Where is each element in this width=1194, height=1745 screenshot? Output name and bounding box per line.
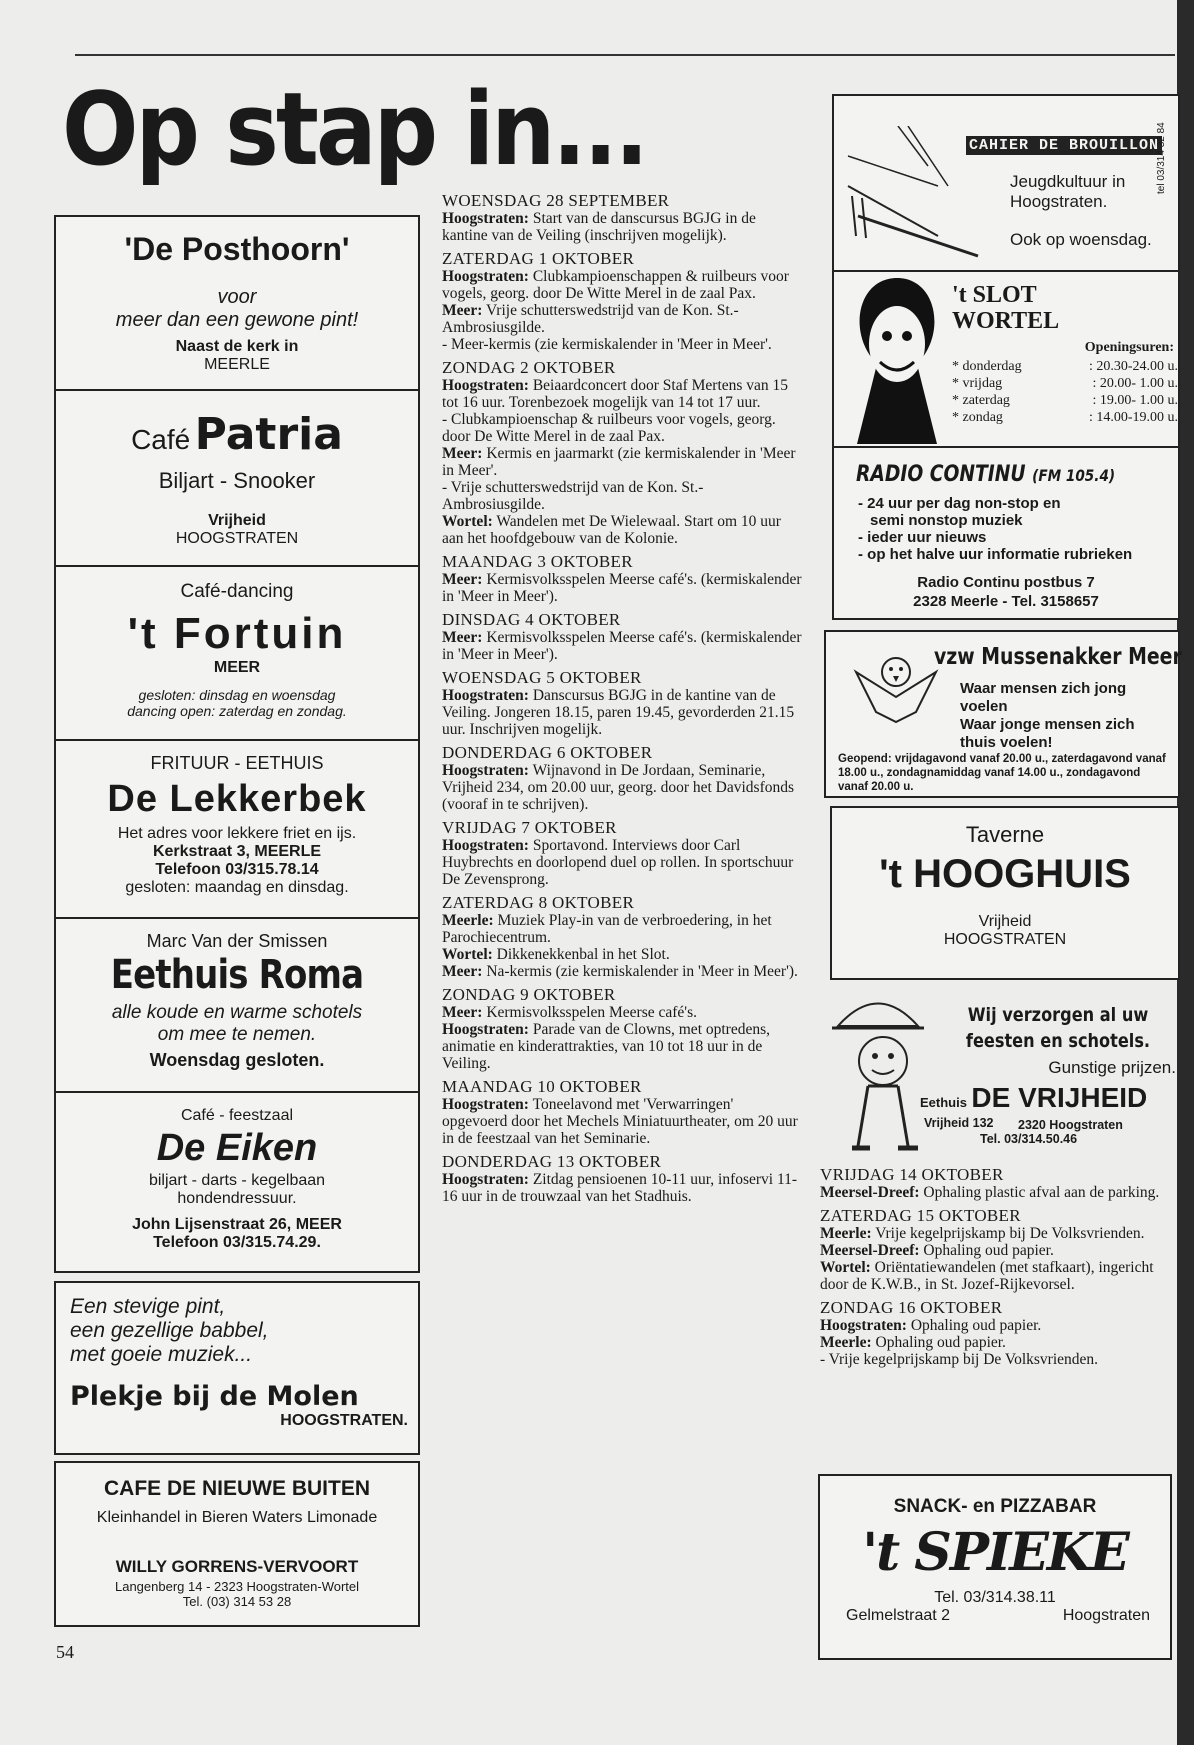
event-item: [820, 1184, 1176, 1201]
events-column-middle: [442, 186, 802, 1205]
event-item: [442, 946, 802, 963]
event-item: [442, 445, 802, 479]
event-item: [442, 513, 802, 547]
event-text: - Meer-kermis (zie kermiskalender in 'Meer in Meer'.: [442, 336, 772, 353]
slot-hours: : 14.00-19.00 u.: [1088, 410, 1178, 425]
event-item: [442, 302, 802, 336]
event-place: Meerle:: [820, 1225, 872, 1242]
ad-lekkerbek-pre: FRITUUR - EETHUIS: [150, 753, 324, 773]
ad-patria-line1: Biljart - Snooker: [158, 468, 316, 493]
ad-roma-name: Eethuis Roma: [110, 952, 364, 998]
ad-eiken-name: De Eiken: [156, 1127, 318, 1169]
event-item: [442, 762, 802, 813]
event-text: Oriëntatiewandelen (met stafkaart), ingericht door de K.W.B., in St. Jozef-Rijkevorsel.: [820, 1259, 1154, 1293]
ad-nieuwe-buiten: [54, 1461, 420, 1627]
brouillon-line3: Ook op woensdag.: [1010, 230, 1152, 249]
event-item: [442, 1171, 802, 1205]
event-day-heading: WOENSDAG 5 OKTOBER: [442, 668, 642, 687]
vrijheid-slogan: [940, 1002, 1176, 1054]
vrijheid-l2: feesten en schotels.: [965, 1030, 1151, 1052]
slot-day: * donderdag: [952, 359, 1022, 374]
ad-molen-line2: een gezellige babbel,: [70, 1319, 269, 1342]
radio-l4: - op het halve uur informatie rubrieken: [858, 546, 1133, 563]
event-place: Hoogstraten:: [442, 1171, 529, 1188]
ad-eiken-line4: Telefoon 03/315.74.29.: [153, 1234, 321, 1251]
event-text: Ophaling plastic afval aan de parking.: [923, 1184, 1160, 1201]
hooghuis-l2: HOOGSTRATEN: [943, 931, 1067, 948]
vrijheid-name-line: [920, 1082, 1147, 1114]
slot-day: * zondag: [952, 410, 1003, 425]
event-place: Wortel:: [820, 1259, 871, 1276]
event-day-heading: ZATERDAG 1 OKTOBER: [442, 249, 635, 268]
event-place: Meer:: [442, 963, 483, 980]
event-place: Hoogstraten:: [820, 1317, 907, 1334]
ad-posthoorn-line2: meer dan een gewone pint!: [115, 309, 359, 331]
slot-hours-table: [952, 358, 1178, 426]
event-place: Meer:: [442, 571, 483, 588]
event-item: [442, 268, 802, 302]
vrijheid-l3: Gunstige prijzen.: [1048, 1058, 1176, 1077]
ad-fortuin-name: 't Fortuin: [127, 609, 347, 658]
ad-eiken: [54, 1093, 420, 1273]
ad-buiten-line2: WILLY GORRENS-VERVOORT: [115, 1557, 359, 1576]
event-day-heading: ZONDAG 2 OKTOBER: [442, 358, 616, 377]
event-place: Meer:: [442, 1004, 483, 1021]
ad-posthoorn-line4: MEERLE: [204, 356, 270, 373]
event-text: - Clubkampioenschap & ruilbeurs voor vogels, georg. door De Witte Merel in de zaal Pax.: [442, 411, 776, 445]
radio-l1: - 24 uur per dag non-stop en: [858, 495, 1061, 512]
mussen-name: vzw Mussenakker Meer: [934, 644, 1182, 670]
chef-with-cloche-illustration: [828, 986, 948, 1156]
page-headline: Op stap in...: [62, 71, 646, 189]
events-column-right: [820, 1160, 1176, 1368]
event-item: [442, 479, 802, 513]
ad-t-slot: [832, 272, 1180, 448]
ad-roma: [54, 919, 420, 1093]
event-place: Hoogstraten:: [442, 762, 529, 779]
ad-eiken-pre: Café - feestzaal: [180, 1107, 294, 1124]
ad-posthoorn-line3: Naast de kerk in: [175, 338, 299, 355]
radio-l3: - ieder uur nieuws: [858, 529, 987, 546]
slot-name1: 't SLOT: [952, 282, 1037, 308]
ad-molen-line4: HOOGSTRATEN.: [280, 1412, 408, 1429]
mussen-l5: Geopend: vrijdagavond vanaf 20.00 u., zaterdagavond vanaf 18.00 u., zondagnamiddag vanaf 14.00 u., zondagavond vanaf 20.00 u.: [838, 753, 1166, 793]
event-place: Hoogstraten:: [442, 687, 529, 704]
radio-title: [856, 462, 1130, 487]
event-place: Hoogstraten:: [442, 210, 529, 227]
ad-hooghuis: [830, 806, 1180, 980]
radio-l2: semi nonstop muziek: [870, 512, 1023, 529]
event-day-heading: ZONDAG 16 OKTOBER: [820, 1298, 1003, 1317]
event-text: Ophaling oud papier.: [923, 1242, 1054, 1259]
event-place: Meerle:: [820, 1334, 872, 1351]
slot-day: * vrijdag: [952, 376, 1003, 391]
mussen-l1: Waar mensen zich jong: [960, 680, 1127, 697]
event-text: Wijnavond in De Jordaan, Seminarie, Vrijheid 234, om 20.00 uur, georg. door het Davidsfonds (vooraf in te schrijven).: [442, 762, 795, 813]
slot-hours: : 20.00- 1.00 u.: [1092, 376, 1178, 391]
slot-hours: : 19.00- 1.00 u.: [1092, 393, 1178, 408]
ad-eiken-line2: hondendressuur.: [177, 1190, 297, 1207]
ad-fortuin-line1: MEER: [213, 659, 261, 676]
ad-lekkerbek-line3: Telefoon 03/315.78.14: [155, 861, 319, 878]
event-text: Beiaardconcert door Staf Mertens van 15 tot 16 uur. Torenbezoek mogelijk van 14 tot 17 uur.: [442, 377, 789, 411]
event-item: [820, 1334, 1176, 1351]
event-text: Ophaling oud papier.: [910, 1317, 1042, 1334]
vrijheid-name: DE VRIJHEID: [971, 1082, 1148, 1113]
event-place: Hoogstraten:: [442, 268, 529, 285]
slot-hours-row: [952, 358, 1178, 375]
ad-radio-continu: [832, 448, 1180, 620]
ad-lekkerbek-line2: Kerkstraat 3, MEERLE: [152, 843, 322, 860]
event-place: Hoogstraten:: [442, 1096, 529, 1113]
event-text: Dikkenekkenbal in het Slot.: [496, 946, 670, 963]
mussen-l3: Waar jonge mensen zich: [960, 716, 1135, 733]
ad-t-spieke: [818, 1474, 1172, 1660]
radio-name: RADIO CONTINU: [856, 462, 1026, 487]
hooghuis-name: 't HOOGHUIS: [879, 852, 1131, 896]
vrijheid-l6: Tel. 03/314.50.46: [980, 1132, 1078, 1146]
radio-l5: Radio Continu postbus 7: [917, 574, 1095, 591]
event-text: Vrije kegelprijskamp bij De Volksvrienden.: [875, 1225, 1145, 1242]
slot-hours-row: [952, 409, 1178, 426]
radio-address: [834, 573, 1178, 611]
brouillon-side-text: tel 03/314 32 84: [1156, 122, 1167, 194]
top-rule: [75, 54, 1175, 56]
page-number: 54: [56, 1642, 74, 1662]
vrijheid-l5: 2320 Hoogstraten: [1018, 1118, 1123, 1132]
event-text: Kermisvolksspelen Meerse café's. (kermiskalender in 'Meer in Meer').: [442, 629, 802, 663]
event-place: Meersel-Dreef:: [820, 1242, 920, 1259]
event-item: [820, 1242, 1176, 1259]
ad-patria-line3: HOOGSTRATEN: [175, 530, 299, 547]
event-item: [442, 1004, 802, 1021]
spieke-addr: Gelmelstraat 2: [846, 1607, 951, 1624]
ad-fortuin-line3: dancing open: zaterdag en zondag.: [127, 703, 347, 719]
spieke-tel: Tel. 03/314.38.11: [934, 1589, 1056, 1606]
event-text: Wandelen met De Wielewaal. Start om 10 uur aan het hoofdgebouw van de Kolonie.: [442, 513, 781, 547]
event-item: [820, 1259, 1176, 1293]
slot-hours: : 20.30-24.00 u.: [1088, 359, 1178, 374]
event-text: Zitdag pensioenen 10-11 uur, infoservi 11-16 uur in de trouwzaal van het Stadhuis.: [442, 1171, 798, 1205]
event-day-heading: MAANDAG 3 OKTOBER: [442, 552, 633, 571]
event-text: Parade van de Clowns, met optredens, animatie en kinderattrakties, van 10 tot 18 uur in de Veiling.: [442, 1021, 771, 1072]
event-day-heading: ZATERDAG 8 OKTOBER: [442, 893, 635, 912]
brouillon-title: CAHIER DE BROUILLON: [966, 136, 1162, 155]
hooghuis-l1: Vrijheid: [978, 913, 1032, 930]
event-item: [442, 837, 802, 888]
ad-patria: [54, 391, 420, 567]
event-item: [442, 963, 802, 980]
event-day-heading: VRIJDAG 7 OKTOBER: [442, 818, 617, 837]
event-text: Vrije schutterswedstrijd van de Kon. St.-Ambrosiusgilde.: [442, 302, 739, 336]
event-text: Kermisvolksspelen Meerse café's. (kermiskalender in 'Meer in Meer').: [442, 571, 802, 605]
mussen-lines: [960, 680, 1135, 752]
ad-cahier-de-brouillon: [832, 94, 1180, 272]
ad-fortuin-line2: gesloten: dinsdag en woensdag: [138, 687, 336, 703]
event-text: Sportavond. Interviews door Carl Huybrechts en doorlopend duel op rollen. In sportschuur De Zevensprong.: [442, 837, 794, 888]
event-item: [442, 411, 802, 445]
event-text: Na-kermis (zie kermiskalender in 'Meer in Meer').: [486, 963, 798, 980]
slot-hours-row: [952, 392, 1178, 409]
ad-posthoorn-line1: voor: [217, 286, 257, 308]
ad-de-vrijheid: [824, 986, 1180, 1160]
hooghuis-pre: Taverne: [965, 822, 1045, 847]
brouillon-line2: Hoogstraten.: [1010, 192, 1108, 211]
ad-roma-line1: alle koude en warme schotels: [111, 1002, 363, 1023]
event-place: Hoogstraten:: [442, 1021, 529, 1038]
event-text: Toneelavond met 'Verwarringen' opgevoerd door het Mechels Miniatuurtheater, om 20 uur in de feestzaal van het Seminarie.: [442, 1096, 798, 1147]
event-item: [442, 336, 802, 353]
event-item: [442, 1021, 802, 1072]
vrijheid-l4: Vrijheid 132: [924, 1116, 994, 1130]
event-place: Wortel:: [442, 946, 493, 963]
mussen-l2: voelen: [960, 698, 1008, 715]
event-item: [442, 687, 802, 738]
slot-day: * zaterdag: [952, 393, 1010, 408]
ad-fortuin-pre: Café-dancing: [180, 581, 294, 602]
event-place: Wortel:: [442, 513, 493, 530]
event-place: Meer:: [442, 302, 483, 319]
ad-patria-title: [56, 409, 418, 460]
event-text: - Vrije kegelprijskamp bij De Volksvrienden.: [820, 1351, 1099, 1368]
event-item: [442, 571, 802, 605]
event-text: Muziek Play-in van de verbroedering, in het Parochiecentrum.: [442, 912, 772, 946]
spieke-title: SNACK- en PIZZABAR: [893, 1496, 1097, 1517]
left-ads-column: [54, 215, 420, 1627]
ad-buiten-line1: Kleinhandel in Bieren Waters Limonade: [96, 1509, 378, 1526]
event-day-heading: ZONDAG 9 OKTOBER: [442, 985, 616, 1004]
brouillon-line1: Jeugdkultuur in: [1010, 172, 1126, 191]
event-place: Hoogstraten:: [442, 377, 529, 394]
event-text: - Vrije schutterswedstrijd van de Kon. St.-Ambrosiusgilde.: [442, 479, 704, 513]
ad-lekkerbek-line1: Het adres voor lekkere friet en ijs.: [117, 825, 357, 842]
event-item: [820, 1225, 1176, 1242]
ad-posthoorn-name: 'De Posthoorn': [124, 231, 350, 267]
ad-roma-line3: Woensdag gesloten.: [149, 1050, 325, 1070]
mussen-l4: thuis voelen!: [960, 734, 1053, 751]
ad-patria-name: Patria: [194, 409, 343, 460]
event-item: [820, 1351, 1176, 1368]
vrijheid-l1: Wij verzorgen al uw: [967, 1004, 1149, 1026]
radio-lines: [858, 495, 1178, 563]
spieke-logo: 't SPIEKE: [862, 1522, 1128, 1583]
event-day-heading: DONDERDAG 13 OKTOBER: [442, 1152, 662, 1171]
event-item: [442, 1096, 802, 1147]
ad-molen-line1: Een stevige pint,: [70, 1295, 226, 1318]
event-place: Meersel-Dreef:: [820, 1184, 920, 1201]
event-place: Hoogstraten:: [442, 837, 529, 854]
event-item: [442, 210, 802, 244]
ad-lekkerbek-name: De Lekkerbek: [107, 778, 367, 820]
event-text: Start van de danscursus BGJG in de kantine van de Veiling (inschrijven mogelijk).: [442, 210, 756, 244]
ad-roma-line2: om mee te nemen.: [157, 1024, 317, 1045]
ad-eiken-line1: biljart - darts - kegelbaan: [148, 1172, 326, 1189]
radio-freq: (FM 105.4): [1032, 466, 1116, 485]
event-day-heading: ZATERDAG 15 OKTOBER: [820, 1206, 1021, 1225]
ad-lekkerbek-line4: gesloten: maandag en dinsdag.: [125, 879, 349, 896]
event-place: Meer:: [442, 629, 483, 646]
event-text: Clubkampioenschappen & ruilbeurs voor vogels, georg. door De Witte Merel in de zaal Pax.: [442, 268, 789, 302]
ad-patria-line2: Vrijheid: [208, 512, 266, 529]
slot-name2: WORTEL: [952, 308, 1060, 334]
ad-eiken-line3: John Lijsenstraat 26, MEER: [132, 1216, 342, 1233]
event-day-heading: WOENSDAG 28 SEPTEMBER: [442, 191, 670, 210]
ad-fortuin: [54, 567, 420, 741]
event-text: Ophaling oud papier.: [875, 1334, 1006, 1351]
event-day-heading: VRIJDAG 14 OKTOBER: [820, 1165, 1004, 1184]
ad-buiten-line4: Tel. (03) 314 53 28: [182, 1594, 292, 1609]
event-text: Danscursus BGJG in de kantine van de Veiling. Jongeren 18.15, paren 19.45, gevorderden 21.15 uur. Inschrijven mogelijk.: [442, 687, 795, 738]
event-day-heading: MAANDAG 10 OKTOBER: [442, 1077, 642, 1096]
ad-mussenakker: [824, 630, 1180, 798]
ad-buiten-name: CAFE DE NIEUWE BUITEN: [103, 1477, 370, 1500]
ad-lekkerbek: [54, 741, 420, 919]
ad-molen-name: Plekje bij de Molen: [70, 1381, 359, 1412]
spieke-town: Hoogstraten: [1062, 1607, 1150, 1624]
slot-hours-row: [952, 375, 1178, 392]
vrijheid-pre: Eethuis: [920, 1095, 967, 1110]
keyhole-face-illustration: [842, 274, 952, 446]
ad-molen-line3: met goeie muziek...: [70, 1343, 253, 1366]
event-day-heading: DONDERDAG 6 OKTOBER: [442, 743, 653, 762]
event-day-heading: DINSDAG 4 OKTOBER: [442, 610, 621, 629]
ad-roma-pre: Marc Van der Smissen: [146, 931, 328, 951]
event-item: [442, 377, 802, 411]
ad-patria-pre: Café: [131, 424, 191, 455]
slot-hours-label: Openingsuren:: [1084, 340, 1174, 355]
ad-molen: [54, 1281, 420, 1455]
event-text: Kermis en jaarmarkt (zie kermiskalender in 'Meer in Meer'.: [442, 445, 796, 479]
event-item: [442, 629, 802, 663]
event-place: Meerle:: [442, 912, 494, 929]
radio-l6: 2328 Meerle - Tel. 3158657: [913, 593, 1099, 610]
event-text: Kermisvolksspelen Meerse café's.: [486, 1004, 697, 1021]
spieke-address-line: [820, 1607, 1170, 1625]
ad-buiten-line3: Langenberg 14 - 2323 Hoogstraten-Wortel: [114, 1579, 360, 1594]
bird-illustration: [846, 642, 946, 742]
event-item: [820, 1317, 1176, 1334]
event-place: Meer:: [442, 445, 483, 462]
ad-posthoorn: [54, 215, 420, 391]
event-item: [442, 912, 802, 946]
